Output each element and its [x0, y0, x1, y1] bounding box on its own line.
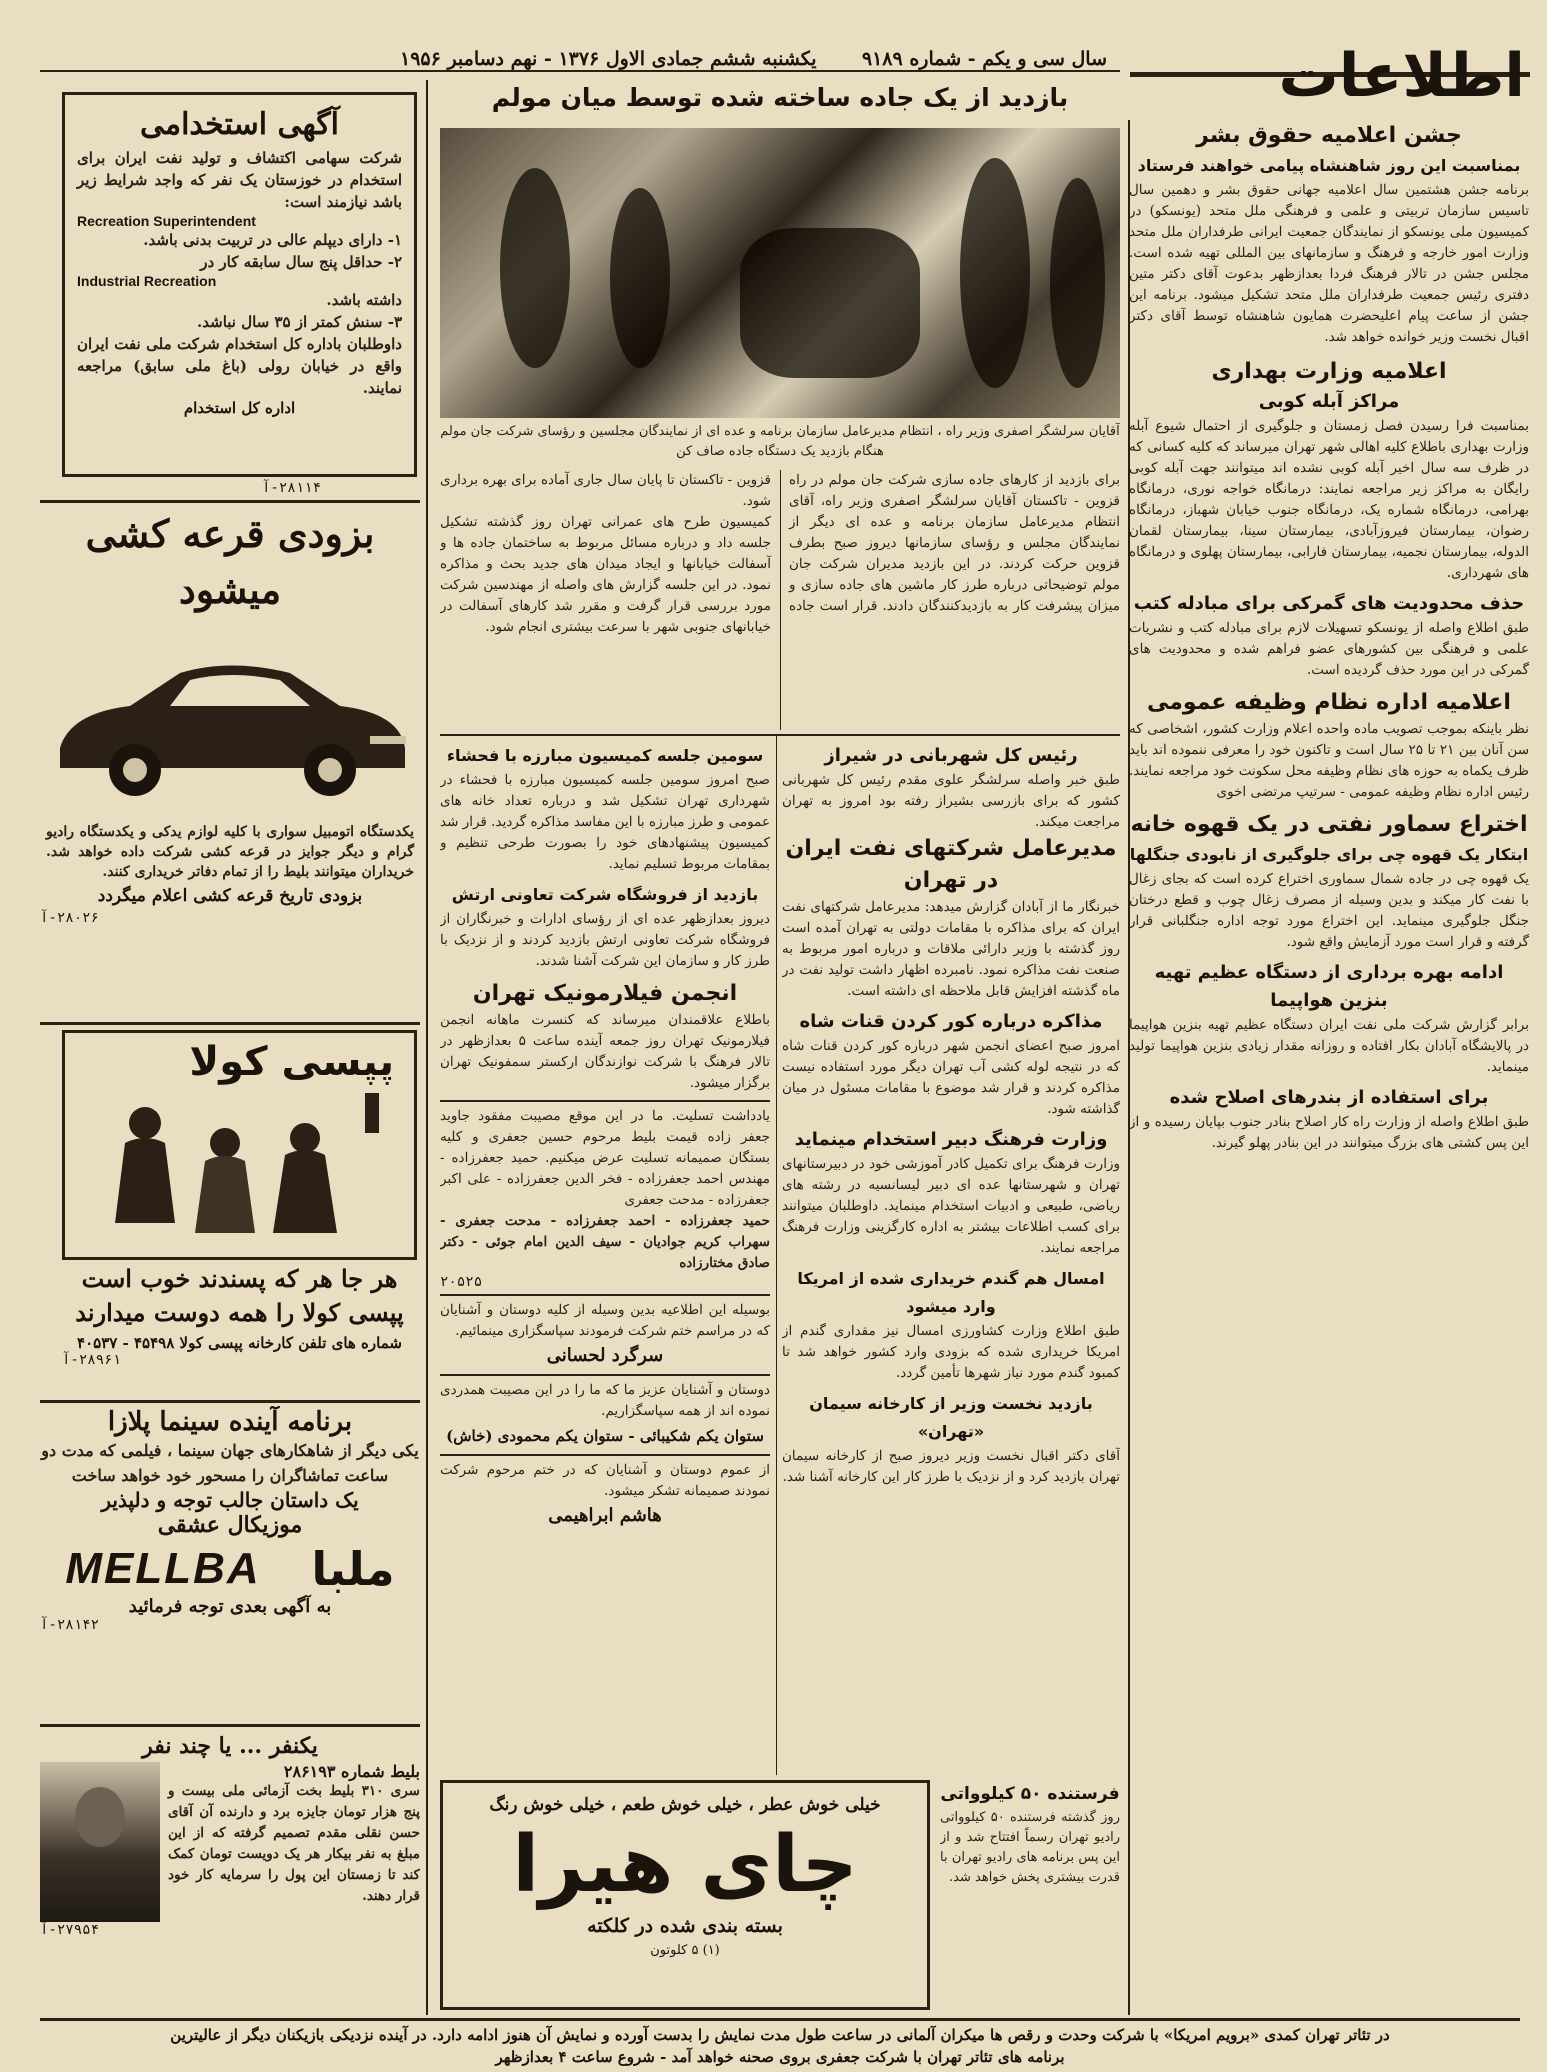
notice-names: حمید جعفرزاده - احمد جعفرزاده - مدحت جعفری - سهراب کریم جوادیان - سیف الدین امام جوئی - دکتر صادق مختارزاده	[440, 1213, 770, 1271]
ad-genre: موزیکال عشقی	[157, 1512, 303, 1538]
article-body: خبرنگار ما از آبادان گزارش میدهد: مدیرعامل شرکتهای نفت ایران که برای مذاکره با مقامات دولتی به تهران آمده است روز گذشته با وزیر دارائی ملاقات و درباره امور مربوط به صنعت نفت مذاکره نمود. نامبرده اظهار داشت تولید نفت در ماه گذشته افزایش قابل ملاحظه ای داشته است.	[782, 899, 1120, 999]
photo-headline-wrap	[440, 82, 1120, 122]
article-body: باطلاع علاقمندان میرساند که کنسرت ماهانه انجمن فیلارمونیک تهران روز جمعه آینده ساعت ۵ بعدازظهر در تالار فرهنگ با شرکت نوازندگان ارکستر سمفونیک تهران برگزار میشود.	[440, 1012, 770, 1091]
car-bumper	[370, 736, 406, 744]
pepsi-phones: شماره های تلفن کارخانه پپسی کولا ۴۵۴۹۸ - ۴۰۵۳۷	[77, 1334, 402, 1352]
article-body: وزارت فرهنگ برای تکمیل کادر آموزشی خود در دبیرستانهای تهران و شهرستانها عده ای دبیر لیسانسیه در رشته های ریاضی، طبیعی و ادبیات استخدام مینماید. داوطلبان میتوانند برای کسب اطلاعات بیشتر به اداره کارگزینی وزارت فرهنگ مراجعه نمایند.	[782, 1156, 1120, 1256]
right-column	[1129, 120, 1529, 2015]
ad-body: شرکت سهامی اکتشاف و تولید نفت ایران برای استخدام در خوزستان یک نفر که واجد شرایط زیر باشد نیازمند است:	[77, 149, 402, 211]
ad-body: سری ۳۱۰ بلیط بخت آزمائی ملی بیست و پنج هزار تومان جایزه برد و دارنده آن آقای حسن نقلی مقدم تصمیم گرفته که از این مبلغ به نفر بیکار هر یک دویست تومان کمک کند تا زمستان این پول را سرمایه کار خود قرار دهند.	[168, 1783, 420, 1904]
ad-divider	[40, 1022, 420, 1025]
article-body: بمناسبت فرا رسیدن فصل زمستان و جلوگیری از احتمال شیوع آبله وزارت بهداری باطلاع کلیه اهالی شهر تهران میرساند که کلیه کسانی که در ظرف سه سال اخیر آبله کوبی نشده اند میتوانند جهت آبله کوبی رایگان به مراکز زیر مراجعه نمایند: درمانگاه خواجه نوری، درمانگاه بهرامی، درمانگاه شماره یک، درمانگاه جنوب خیابان شهباز، درمانگاه رضوان، بیمارستان فیروزآبادی، بیمارستان سینا، بیمارستان لقمان الدوله، بیمارستان نجمیه، بیمارستان فارابی، بیمارستان پهلوی و درمانگاه های شهرداری.	[1129, 418, 1529, 581]
ad-body: یکی دیگر از شاهکارهای جهان سینما ، فیلمی که مدت دو ساعت تماشاگران را مسحور خود خواهد ساخت	[41, 1441, 419, 1485]
pepsi-slogan	[62, 1262, 417, 1392]
car-illustration	[40, 618, 420, 818]
car-hubcap	[123, 758, 147, 782]
ad-job-title: Recreation Superintendent	[77, 213, 256, 229]
thanks-notice	[440, 1454, 770, 1530]
tea-brand: چای هیرا	[512, 1820, 858, 1910]
photo-figure	[1050, 178, 1105, 388]
ad-title: آگهی استخدامی	[140, 107, 339, 142]
employment-ad	[62, 92, 417, 477]
winner-text	[168, 1762, 420, 1922]
tea-ad	[440, 1780, 930, 2010]
car-hubcap	[318, 758, 342, 782]
issue-date: یکشنبه ششم جمادی الاول ۱۳۷۶ - نهم دسامبر ۱۹۵۶	[400, 48, 817, 70]
article-headline: بازدید از فروشگاه شرکت تعاونی ارتش	[451, 885, 759, 904]
ad-footer: داوطلبان باداره کل استخدام شرکت ملی نفت ایران واقع در خیابان رولی (باغ ملی سابق) مراجعه نمایند.	[77, 335, 402, 397]
article-headline: انجمن فیلارمونیک تهران	[472, 981, 738, 1006]
ad-code: ۲۸۱۱۴-آ	[262, 480, 322, 496]
pepsi-slogan-line: هر جا هر که پسندند خوب است	[81, 1264, 398, 1293]
article-headline: امسال هم گندم خریداری شده از امریکا وارد میشود	[797, 1269, 1105, 1316]
article-headline: جشن اعلامیه حقوق بشر	[1196, 123, 1462, 148]
notice-body: دوستان و آشنایان عزیز ما که ما را در این مصیبت همدردی نموده اند از همه سپاسگزاریم.	[440, 1382, 770, 1419]
photo-headline: بازدید از یک جاده ساخته شده توسط میان مولم	[491, 83, 1069, 112]
obituary-notice	[440, 1100, 770, 1290]
film-title-row	[40, 1542, 420, 1596]
news-photo	[440, 128, 1120, 418]
figure-body	[115, 1138, 175, 1223]
ticket-number: بلیط شماره ۲۸۶۱۹۳	[283, 1762, 420, 1781]
article-headline: مذاکره درباره کور کردن قنات شاه	[799, 1011, 1103, 1032]
winner-portrait	[40, 1762, 160, 1922]
article-headline: وزارت فرهنگ دبیر استخدام مینماید	[794, 1129, 1108, 1150]
ad-divider	[40, 1724, 420, 1727]
notice-signature: سرگرد لحسانی	[546, 1345, 664, 1366]
figure-head	[129, 1107, 161, 1139]
ad-requirement: ۲- حداقل پنج سال سابقه کار در	[200, 253, 402, 271]
center-right-column	[782, 742, 1120, 1762]
ad-title: یکنفر ... یا چند نفر	[142, 1733, 318, 1759]
ad-code: ۲۸۰۲۶-آ	[40, 910, 100, 926]
ad-code: (۱) ۵ کلوتون	[650, 1943, 720, 1958]
lead-story	[440, 470, 1120, 730]
article-body: روز گذشته فرستنده ۵۰ کیلوواتی رادیو تهران رسماً افتتاح شد و از این پس برنامه های رادیو تهران با قدرت بیشتری پخش خواهد شد.	[940, 1810, 1120, 1885]
ad-note: به آگهی بعدی توجه فرمائید	[128, 1596, 332, 1617]
article-body: طبق اطلاع وزارت کشاورزی امسال نیز مقداری گندم از امریکا خریداری شده که بزودی وارد کشور خواهد شد تا کمبود گندم مورد نیاز شهرها تأمین گردد.	[782, 1323, 1120, 1381]
article-body: نظر باینکه بموجب تصویب ماده واحده اعلام وزارت کشور، اشخاصی که سن آنان بین ۲۱ تا ۲۵ سال است و تاکنون خود را معرفی ننموده اند باید ظرف یکماه به حوزه های نظام وظیفه محل سکونت خود مراجعه نمایند. رئیس اداره نظام وظیفه عمومی - سرتیپ مرتضی اخوی	[1129, 721, 1529, 800]
article-body: برای بازدید از کارهای جاده سازی شرکت جان مولم در راه قزوین - تاکستان آقایان سرلشگر اصفری وزیر راه، آقای انتظام مدیرعامل سازمان برنامه و عده ای دیگر از نمایندگان مجلس و رؤسای سازمانها دیروز صبح بطرف قزوین حرکت کردند. در این بازدید مدیران شرکت جان مولم توضیحاتی درباره طرز کار ماشین های جاده سازی و میزان پیشرفت کار به بازدیدکنندگان دادند. قرار است جاده قزوین - تاکستان تا پایان سال جاری آماده برای بهره برداری شود.	[440, 472, 1120, 614]
photo-caption-wrap	[440, 422, 1120, 466]
masthead-logo: اطلاعات	[1278, 41, 1525, 111]
article-subheadline: بمناسبت این روز شاهنشاه پیامی خواهند فرستاد	[1137, 156, 1521, 175]
article-headline: فرستنده ۵۰ کیلوواتی	[940, 1784, 1120, 1804]
footer-banner	[40, 2024, 1520, 2068]
photo-machine	[740, 228, 920, 378]
article-body: طبق اطلاع واصله از وزارت راه کار اصلاح بنادر جنوب بپایان رسیده و از این پس کشتی های بزرگ میتوانند در این بنادر پهلو گیرند.	[1129, 1114, 1529, 1151]
figure-body	[195, 1156, 255, 1233]
ad-divider	[40, 500, 420, 503]
portrait-face	[75, 1787, 125, 1847]
ad-code: ۲۰۵۲۵	[440, 1274, 483, 1290]
ad-code: ۲۸۹۶۱-آ	[62, 1352, 122, 1368]
photo-figure	[610, 188, 670, 368]
footer-line: برنامه های تئاتر تهران با شرکت جعفری بروی صحنه خواهد آمد - شروع ساعت ۴ بعدازظهر	[495, 2048, 1065, 2066]
article-body: یک قهوه چی در جاده شمال سماوری اختراع کرده است که بجای زغال با نفت کار میکند و بدین وسیله از مصرف زغال چوب و قطع درختان جنگل جلوگیری مینماید. این اختراع مورد توجه اداره جنگلبانی قرار گرفته و قرار است مورد آزمایش واقع شود.	[1129, 871, 1529, 950]
notice-body: از عموم دوستان و آشنایان که در ختم مرحوم شرکت نمودند صمیمانه تشکر میشود.	[440, 1462, 770, 1499]
notice-signature: هاشم ابراهیمی	[548, 1505, 662, 1526]
article-headline: بازدید نخست وزیر از کارخانه سیمان «تهران»	[809, 1394, 1093, 1441]
cinema-ad	[40, 1406, 420, 1721]
ad-title: بزودی قرعه کشی میشود	[85, 511, 375, 612]
photo-figure	[960, 158, 1030, 388]
article-subheadline: مراکز آبله کوبی	[1258, 391, 1400, 412]
notice-body: یادداشت تسلیت. ما در این موقع مصیبت مفقود جاوید جعفر زاده قیمت بلیط مرحوم حسین جعفری و کلیه بستگان صمیمانه تسلیت عرض میکنیم. حمید جعفرزاده - مهندس احمد جعفرزاده - فخر الدین جعفرزاده - علی اکبر جعفرزاده - مدحت جعفری	[440, 1108, 770, 1208]
tea-tagline: خیلی خوش عطر ، خیلی خوش طعم ، خیلی خوش رنگ	[489, 1795, 881, 1815]
footer-line: در تئاتر تهران کمدی «برویم امریکا» با شرکت وحدت و رقص ها میکران آلمانی در ساعت طول مدت نمایش را بدست آورده و نمایش آن هنوز ادامه دارد. در آینده نزدیکی بازیکنان دیگر از عالیترین	[170, 2026, 1390, 2044]
thanks-notice	[440, 1294, 770, 1370]
film-title-en: MELLBA	[65, 1544, 261, 1593]
ad-date-note: بزودی تاریخ قرعه کشی اعلام میگردد	[97, 886, 363, 906]
radio-news	[940, 1780, 1120, 2010]
ad-signature: اداره کل استخدام	[183, 399, 296, 417]
article-body: طبق اطلاع واصله از یونسکو تسهیلات لازم برای مبادله کتب و نشریات علمی و فرهنگی بین کشورهای عضو فراهم شده و محدودیت های گمرکی در این مورد حذف گردیده است.	[1129, 620, 1529, 678]
pepsi-brand: پپسی کولا	[189, 1039, 394, 1085]
article-body: دیروز بعدازظهر عده ای از رؤسای ادارات و خبرنگاران از فروشگاه شرکت تعاونی ارتش بازدید کردند و از نزدیک با طرز کار و سازمان این شرکت آشنا شدند.	[440, 911, 770, 969]
film-title-fa: ملبا	[311, 1542, 395, 1596]
pepsi-slogan-line: پپسی کولا را همه دوست میدارند	[75, 1298, 404, 1327]
column-divider	[426, 80, 428, 2015]
header-rule	[40, 70, 1120, 72]
ad-job-field: Industrial Recreation	[77, 273, 217, 289]
article-headline: سومین جلسه کمیسیون مبارزه با فحشاء	[446, 746, 764, 765]
ad-code: ۲۸۱۴۲-آ	[40, 1617, 100, 1633]
article-headline: حذف محدودیت های گمرکی برای مبادله کتب	[1133, 593, 1525, 614]
article-subheadline: ابتکار یک قهوه چی برای جلوگیری از نابودی جنگلها	[1129, 845, 1529, 864]
figure-head	[290, 1123, 320, 1153]
ad-body: یکدستگاه اتومبیل سواری با کلیه لوازم یدکی و یکدستگاه رادیو گرام و دیگر جوایز در قرعه کشی شرکت داده خواهد شد. خریداران میتوانند بلیط را از تمام دفاتر خریداری کنند.	[46, 824, 414, 880]
article-body: امروز صبح اعضای انجمن شهر درباره کور کردن قنات شاه که در نتیجه لوله کشی آب تهران دیگر مورد استفاده نیست مذاکره کردند و قرار شد موضوع با مقامات مسئول در میان گذاشته شود.	[782, 1038, 1120, 1117]
article-headline: اعلامیه اداره نظام وظیفه عمومی	[1147, 690, 1511, 715]
thanks-notice	[440, 1374, 770, 1450]
ad-requirement: داشته باشد.	[326, 291, 402, 309]
article-headline: اختراع سماور نفتی در یک قهوه خانه	[1130, 812, 1528, 837]
notice-signature: ستوان یکم شکیبائی - ستوان یکم محمودی (خاش)	[446, 1427, 764, 1445]
photo-caption: آقایان سرلشگر اصفری وزیر راه ، انتظام مدیرعامل سازمان برنامه و عده ای از نمایندگان مجلسین و رؤسای شرکت جان مولم هنگام بازدید یک دستگاه جاده صاف کن	[440, 424, 1120, 459]
column-divider	[776, 735, 777, 1775]
figure-body	[273, 1150, 337, 1233]
center-left-column	[440, 742, 770, 1762]
photo-figure	[500, 168, 570, 368]
ad-requirement: ۳- سنش کمتر از ۳۵ سال نباشد.	[197, 313, 402, 331]
bottle	[365, 1093, 379, 1133]
article-headline: رئیس کل شهربانی در شیراز	[824, 745, 1078, 766]
article-body: کمیسیون طرح های عمرانی تهران روز گذشته تشکیل جلسه داد و درباره مسائل مربوط به ساختمان جاده ها و آسفالت خیابانها و ایجاد میدان های جدید بحث و مذاکره نمود. در این جلسه گزارش های واصله از مهندسین شرکت مورد بررسی قرار گرفت و مقرر شد کارهای آسفالت در خیابانهای جنوبی شهر با سرعت بیشتری انجام شود.	[440, 514, 771, 635]
lottery-ad	[40, 506, 420, 1016]
pepsi-illustration	[65, 1033, 417, 1260]
ad-code: ۲۷۹۵۴-آ	[40, 1922, 100, 1938]
winner-row	[40, 1762, 420, 1922]
article-headline: برای استفاده از بندرهای اصلاح شده	[1169, 1087, 1489, 1108]
article-headline: اعلامیه وزارت بهداری	[1211, 359, 1447, 384]
ad-subtitle: یک داستان جالب توجه و دلپذیر	[101, 1488, 359, 1512]
ad-title: برنامه آینده سینما پلازا	[107, 1407, 353, 1437]
article-body: برنامه جشن هشتمین سال اعلامیه جهانی حقوق بشر و دهمین سال تاسیس سازمان تربیتی و علمی و فرهنگی ملل متحد (یونسکو) در کمیسیون ملی یونسکو از نمایندگان جمعیت ایرانی طرفداران ملل متحد وزارت امور خارجه و فرهنگ و سازمانهای بین المللی تهیه شده است. مجلس جشن در تالار فرهنگ فردا بعدازظهر بدعوت آقای دکتر متین دفتری رئیس جمعیت طرفداران ملل متحد تشکیل میشود. برنامه این جشن از ساعت پیام اعلیحضرت همایون شاهنشاه توسط آقای دکتر اقبال نخست وزیر خوانده خواهد شد.	[1129, 182, 1529, 345]
ad-divider	[40, 1400, 420, 1403]
tea-packing: بسته بندی شده در کلکته	[587, 1915, 783, 1937]
notice-body: بوسیله این اطلاعیه بدین وسیله از کلیه دوستان و آشنایان که در مراسم ختم شرکت فرمودند سپاسگزاری مینمائیم.	[440, 1302, 770, 1339]
figure-head	[210, 1128, 240, 1158]
article-headline: ادامه بهره برداری از دستگاه عظیم تهیه بنزین هواپیما	[1154, 962, 1504, 1011]
article-body: برابر گزارش شرکت ملی نفت ایران دستگاه عظیم تهیه بنزین هواپیما در پالایشگاه آبادان بکار افتاده و روزانه مقدار زیادی بنزین هواپیما تولید مینماید.	[1129, 1017, 1529, 1075]
pepsi-ad	[62, 1030, 417, 1260]
article-body: آقای دکتر اقبال نخست وزیر دیروز صبح از کارخانه سیمان تهران بازدید کرد و از نزدیک با طرز کار این کارخانه آشنا شد.	[782, 1448, 1120, 1485]
article-body: صبح امروز سومین جلسه کمیسیون مبارزه با فحشاء در شهرداری تهران تشکیل شد و درباره تعداد خانه های عمومی و طرز مبارزه با این مفاسد مذاکره گردید. قرار شد کمیسیون پیشنهادهای خود را بصورت طرحی تنظیم و بمقامات مربوط تسلیم نماید.	[440, 772, 770, 872]
section-rule	[440, 734, 1120, 736]
article-headline: مدیرعامل شرکتهای نفت ایران در تهران	[785, 836, 1117, 893]
issue-number: سال سی و یکم - شماره ۹۱۸۹	[861, 48, 1107, 70]
lottery-winner-ad	[40, 1730, 420, 2015]
footer-rule	[40, 2018, 1520, 2021]
ad-requirement: ۱- دارای دیپلم عالی در تربیت بدنی باشد.	[143, 231, 402, 249]
article-body: طبق خبر واصله سرلشگر علوی مقدم رئیس کل شهربانی کشور که برای بازرسی بشیراز رفته بود امروز به تهران مراجعت میکند.	[782, 772, 1120, 830]
